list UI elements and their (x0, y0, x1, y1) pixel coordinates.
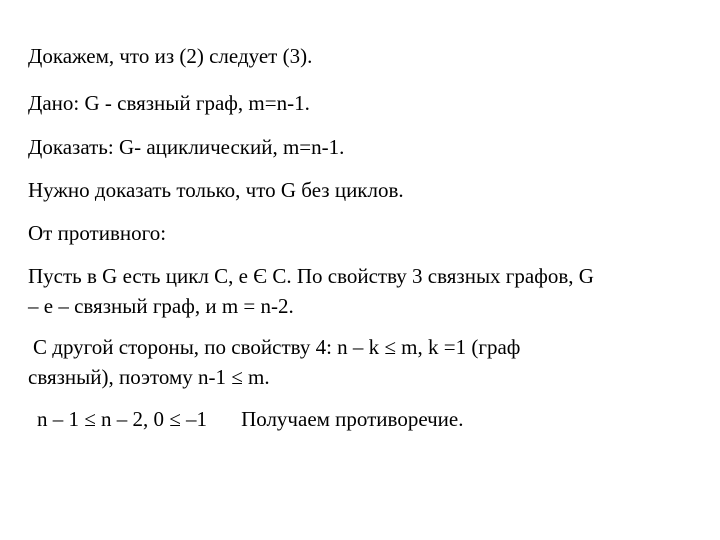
need-line: Нужно доказать только, что G без циклов. (28, 178, 404, 202)
given-line: Дано: G - связный граф, m=n-1. (28, 91, 310, 115)
prove-line: Доказать: G- ациклический, m=n-1. (28, 135, 345, 159)
contradiction-heading: От противного: (28, 221, 167, 245)
inequality-text: n – 1 ≤ n – 2, 0 ≤ –1 (37, 407, 208, 431)
conclusion-text: Получаем противоречие. (241, 407, 464, 431)
final-line (37, 405, 464, 433)
assumption-line-1: Пусть в G есть цикл C, e Є C. По свойству 3 связных графов, G (28, 264, 594, 288)
other-side-line-1: С другой стороны, по свойству 4: n – k ≤ m, k =1 (граф (33, 335, 521, 359)
assumption-line-2: – e – связный граф, и m = n-2. (28, 294, 294, 318)
intro-line: Докажем, что из (2) следует (3). (28, 44, 313, 68)
other-side-line-2: связный), поэтому n-1 ≤ m. (28, 365, 270, 389)
